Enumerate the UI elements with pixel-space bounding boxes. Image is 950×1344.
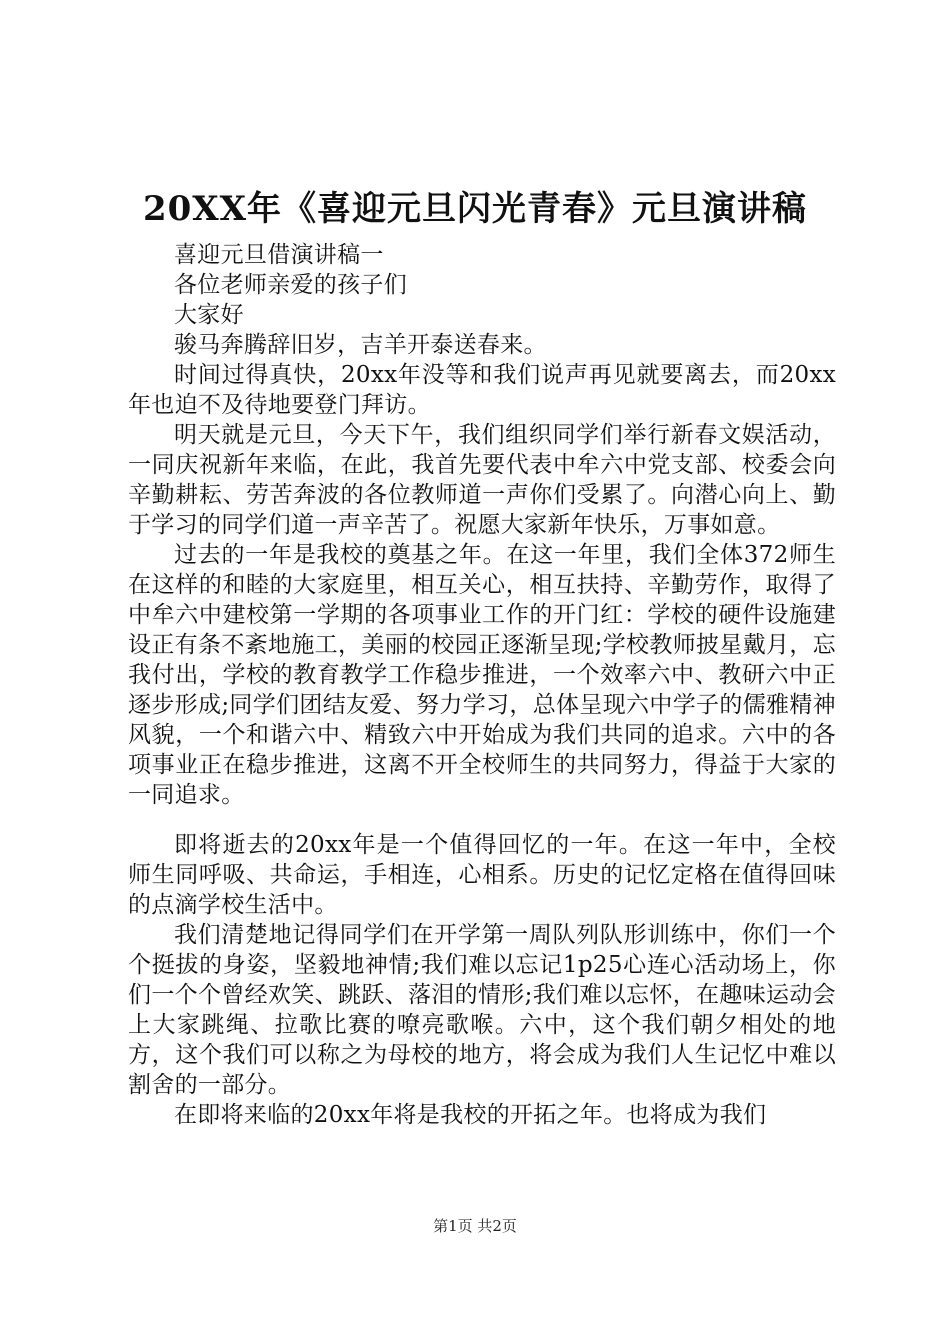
paragraph: 喜迎元旦借演讲稿一 [174, 242, 384, 268]
paragraph: 大家好 [174, 302, 244, 328]
paragraph: 明天就是元旦，今天下午，我们组织同学们举行新春文娱活动，一同庆祝新年来临，在此，我首先要代表中牟六中党支部、校委会向辛勤耕耘、劳苦奔波的各位教师道一声你们受累了。向潜心向上、勤于学习的同学们道一声辛苦了。祝愿大家新年快乐，万事如意。 [128, 422, 836, 538]
paragraph: 我们清楚地记得同学们在开学第一周队列队形训练中，你们一个个挺拔的身姿，坚毅地神情;我们难以忘记1p25心连心活动场上，你们一个个曾经欢笑、跳跃、落泪的情形;我们难以忘怀，在趣味运动会上大家跳绳、拉歌比赛的嘹亮歌喉。六中，这个我们朝夕相处的地方，这个我们可以称之为母校的地方，将会成为我们人生记忆中难以割舍的一部分。 [128, 922, 836, 1098]
document-body [128, 240, 836, 1130]
page-number-footer: 第1页 共2页 [433, 1217, 517, 1235]
paragraph: 各位老师亲爱的孩子们 [174, 272, 407, 298]
paragraph: 骏马奔腾辞旧岁，吉羊开泰送春来。 [174, 332, 547, 358]
paragraph: 即将逝去的20xx年是一个值得回忆的一年。在这一年中，全校师生同呼吸、共命运，手相连，心相系。历史的记忆定格在值得回味的点滴学校生活中。 [128, 832, 836, 918]
document-title: 20XX年《喜迎元旦闪光青春》元旦演讲稿 [142, 189, 808, 229]
paragraph: 时间过得真快，20xx年没等和我们说声再见就要离去，而20xx年也迫不及待地要登门拜访。 [128, 362, 836, 418]
paragraph: 在即将来临的20xx年将是我校的开拓之年。也将成为我们 [174, 1102, 767, 1128]
paragraph: 过去的一年是我校的奠基之年。在这一年里，我们全体372师生在这样的和睦的大家庭里，相互关心，相互扶持、辛勤劳作，取得了中牟六中建校第一学期的各项事业工作的开门红：学校的硬件设施建设正有条不紊地施工，美丽的校园正逐渐呈现;学校教师披星戴月，忘我付出，学校的教育教学工作稳步推进，一个效率六中、教研六中正逐步形成;同学们团结友爱、努力学习，总体呈现六中学子的儒雅精神风貌，一个和谐六中、精致六中开始成为我们共同的追求。六中的各项事业正在稳步推进，这离不开全校师生的共同努力，得益于大家的一同追求。 [128, 542, 836, 808]
